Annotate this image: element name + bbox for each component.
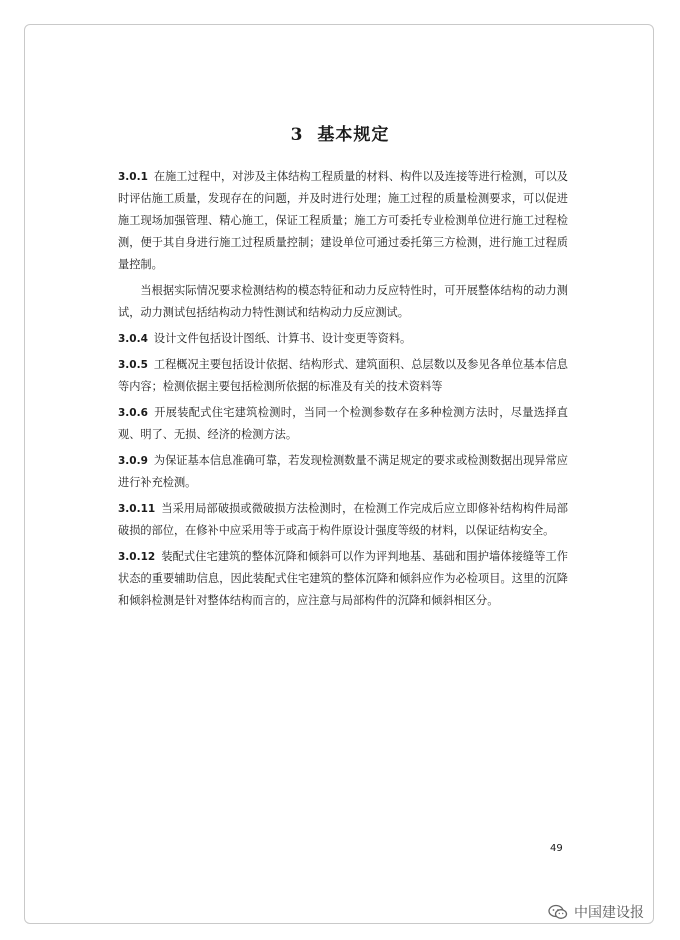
clause-text: 装配式住宅建筑的整体沉降和倾斜可以作为评判地基、基础和围护墙体接缝等工作状态的重要辅助信息，因此装配式住宅建筑的整体沉降和倾斜应作为必检项目。这里的沉降和倾斜检测是针对整体结构而言的，应注意与局部构件的沉降和倾斜相区分。	[118, 550, 568, 607]
clause-text: 工程概况主要包括设计依据、结构形式、建筑面积、总层数以及参见各单位基本信息等内容；检测依据主要包括检测所依据的标准及有关的技术资料等	[118, 358, 568, 393]
clause-3-0-5	[118, 354, 568, 398]
clause-3-0-1	[118, 166, 568, 276]
clause-code: 3.0.1	[118, 171, 148, 183]
clause-3-0-9	[118, 450, 568, 494]
section-number: 3	[290, 125, 304, 145]
footer-brand-text: 中国建设报	[574, 905, 644, 921]
clause-3-0-11	[118, 498, 568, 542]
clause-code: 3.0.12	[118, 551, 156, 563]
clause-3-0-12	[118, 546, 568, 612]
wechat-icon	[548, 904, 568, 920]
page-number: 49	[550, 843, 563, 854]
clause-3-0-6	[118, 402, 568, 446]
clause-code: 3.0.5	[118, 359, 148, 371]
clause-text: 为保证基本信息准确可靠，若发现检测数量不满足规定的要求或检测数据出现异常应进行补充检测。	[118, 454, 568, 489]
footer-brand	[548, 902, 644, 922]
clause-3-0-4	[118, 328, 568, 350]
clause-text: 设计文件包括设计图纸、计算书、设计变更等资料。	[153, 332, 412, 345]
clause-code: 3.0.6	[118, 407, 148, 419]
document-body	[118, 166, 568, 616]
clause-code: 3.0.9	[118, 455, 148, 467]
clause-code: 3.0.4	[118, 333, 148, 345]
section-title: 基本规定	[317, 125, 390, 145]
clause-text: 当根据实际情况要求检测结构的模态特征和动力反应特性时，可开展整体结构的动力测试，动力测试包括结构动力特性测试和结构动力反应测试。	[118, 284, 568, 319]
clause-code: 3.0.11	[118, 503, 156, 515]
clause-text: 开展装配式住宅建筑检测时，当同一个检测参数存在多种检测方法时，尽量选择直观、明了、无损、经济的检测方法。	[118, 406, 568, 441]
clause-text: 在施工过程中，对涉及主体结构工程质量的材料、构件以及连接等进行检测，可以及时评估施工质量，发现存在的问题，并及时进行处理；施工过程的质量检测要求，可以促进施工现场加强管理、精心施工，保证工程质量；施工方可委托专业检测单位进行施工过程检测，便于其自身进行施工过程质量控制；建设单位可通过委托第三方检测，进行施工过程质量控制。	[118, 170, 568, 271]
clause-continuation	[118, 280, 568, 324]
section-heading	[0, 120, 680, 145]
clause-text: 当采用局部破损或微破损方法检测时，在检测工作完成后应立即修补结构构件局部破损的部位，在修补中应采用等于或高于构件原设计强度等级的材料，以保证结构安全。	[118, 502, 568, 537]
